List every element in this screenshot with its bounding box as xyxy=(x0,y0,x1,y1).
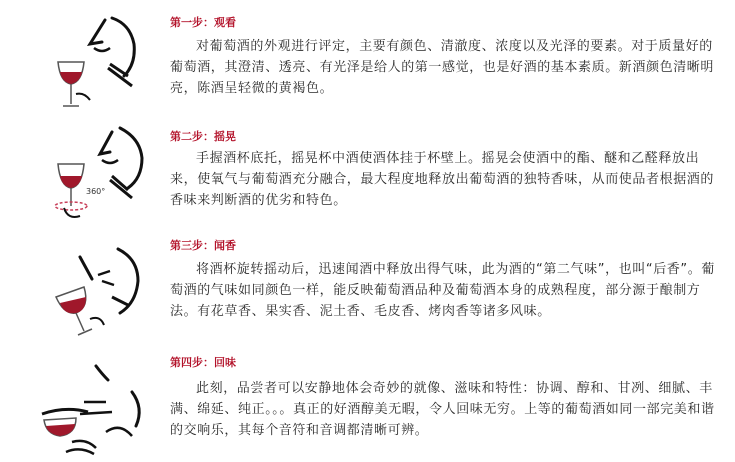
step-4-title: 第四步：回味 xyxy=(170,356,236,369)
wine-observing-illustration xyxy=(50,14,180,114)
step-1 xyxy=(0,0,735,118)
step-3-title: 第三步：闻香 xyxy=(170,239,236,252)
step-4 xyxy=(0,348,735,462)
wine-swirling-illustration xyxy=(40,124,170,224)
swirl-badge: 360° xyxy=(86,187,106,196)
step-3-text: 将酒杯旋转摇动后，迅速闻酒中释放出得气味，此为酒的“第二气味”，也叫“后香”。葡萄酒的气味如同颜色一样，能反映葡萄酒品种及葡萄酒本身的成熟程度，部分源于酿制方法。有花草香、果实香、泥土香、毛皮香、烤肉香等诸多风味。 xyxy=(170,262,715,319)
step-2 xyxy=(0,118,735,233)
step-1-title: 第一步：观看 xyxy=(170,16,236,29)
step-4-text: 此刻，品尝者可以安静地体会奇妙的就像、滋味和特性：协调、醇和、甘冽、细腻、丰满、绵延、纯正。。。真正的好酒醇美无暇，令人回味无穷。上等的葡萄酒如同一部完美和谐的交响乐，其每个音符和音调都清晰可辨。 xyxy=(170,381,715,438)
step-1-text: 对葡萄酒的外观进行评定，主要有颜色、清澈度、浓度以及光泽的要素。对于质量好的葡萄酒，其澄清、透亮、有光泽是给人的第一感觉，也是好酒的基本素质。新酒颜色清晰明亮，陈酒呈轻微的黄褐色。 xyxy=(170,39,715,96)
step-3 xyxy=(0,233,735,348)
wine-smelling-illustration xyxy=(50,241,180,341)
step-2-text: 手握酒杯底托，摇晃杯中酒使酒体挂于杯壁上。摇晃会使酒中的酯、醚和乙醛释放出来，使氧气与葡萄酒充分融合，最大程度地释放出葡萄酒的独特香味，从而使品者根据酒的香味来判断酒的优劣和特色。 xyxy=(170,151,715,208)
wine-tasting-illustration xyxy=(36,362,166,462)
step-2-title: 第二步：摇晃 xyxy=(170,130,236,143)
